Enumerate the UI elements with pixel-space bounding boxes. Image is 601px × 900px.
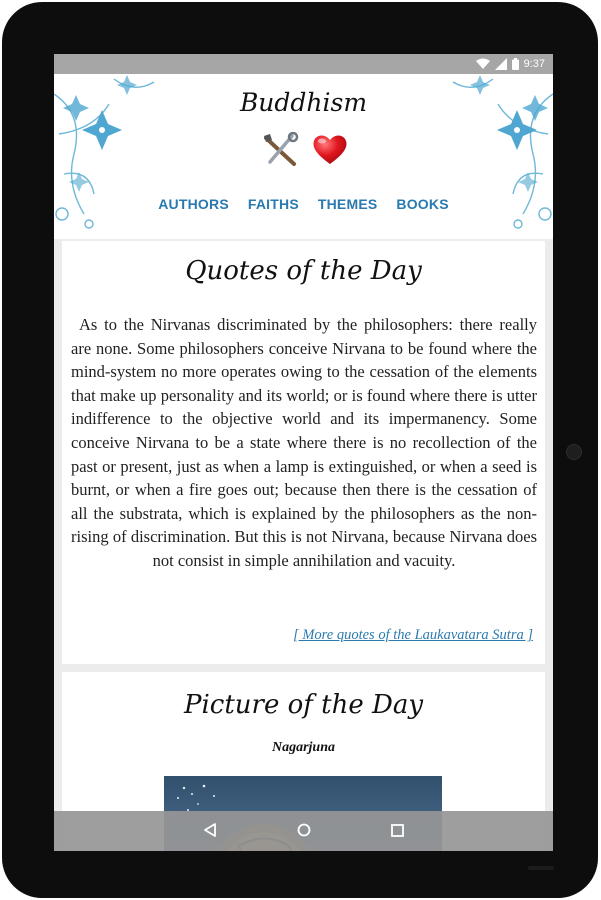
speaker-grille xyxy=(528,866,554,870)
recents-icon[interactable] xyxy=(391,822,404,841)
system-nav-bar xyxy=(54,811,553,851)
status-bar xyxy=(54,54,553,74)
screen xyxy=(54,54,553,851)
heart-icon[interactable] xyxy=(312,132,348,172)
signal-icon xyxy=(495,58,507,70)
quotes-card xyxy=(62,241,545,664)
picture-title: Picture of the Day xyxy=(183,690,424,720)
app-header xyxy=(54,74,553,239)
camera-sensor xyxy=(566,444,582,460)
picture-subtitle: Nagarjuna xyxy=(271,740,336,755)
wifi-icon xyxy=(476,58,490,70)
more-quotes-link[interactable]: [ More quotes of the Laukavatara Sutra ] xyxy=(293,627,533,643)
back-icon[interactable] xyxy=(203,822,217,841)
nav-books[interactable]: BOOKS xyxy=(396,196,449,212)
nav-faiths[interactable]: FAITHS xyxy=(247,196,299,212)
nav-themes[interactable]: THEMES xyxy=(317,196,378,212)
app-title: Buddhism xyxy=(239,88,368,117)
nav-authors[interactable]: AUTHORS xyxy=(158,196,229,212)
main-nav xyxy=(54,196,553,212)
home-icon[interactable] xyxy=(297,822,311,841)
tools-icon[interactable] xyxy=(262,132,300,172)
quote-text: As to the Nirvanas discriminated by the philosophers: there really are none. Some philosophers conceive Nirvana to be found where the mind-system no more operates owing to the cessation of the elements that make up personality and its world; or is found where there is utter indifference to the objective world and its impermanency. Some conceive Nirvana to be a state where there is no recollection of the past or present, just as when a lamp is extinguished, or when a seed is burnt, or when a fire goes out; because then there is the cessation of all the substrata, which is explained by the philosophers as the non-rising of discrimination. But this is not Nirvana, because Nirvana does not consist in simple annihilation and vacuity. xyxy=(71,315,537,570)
tablet-frame xyxy=(2,2,598,898)
status-time: 9:37 xyxy=(523,58,545,70)
battery-icon xyxy=(512,58,519,70)
quotes-title: Quotes of the Day xyxy=(185,256,422,286)
